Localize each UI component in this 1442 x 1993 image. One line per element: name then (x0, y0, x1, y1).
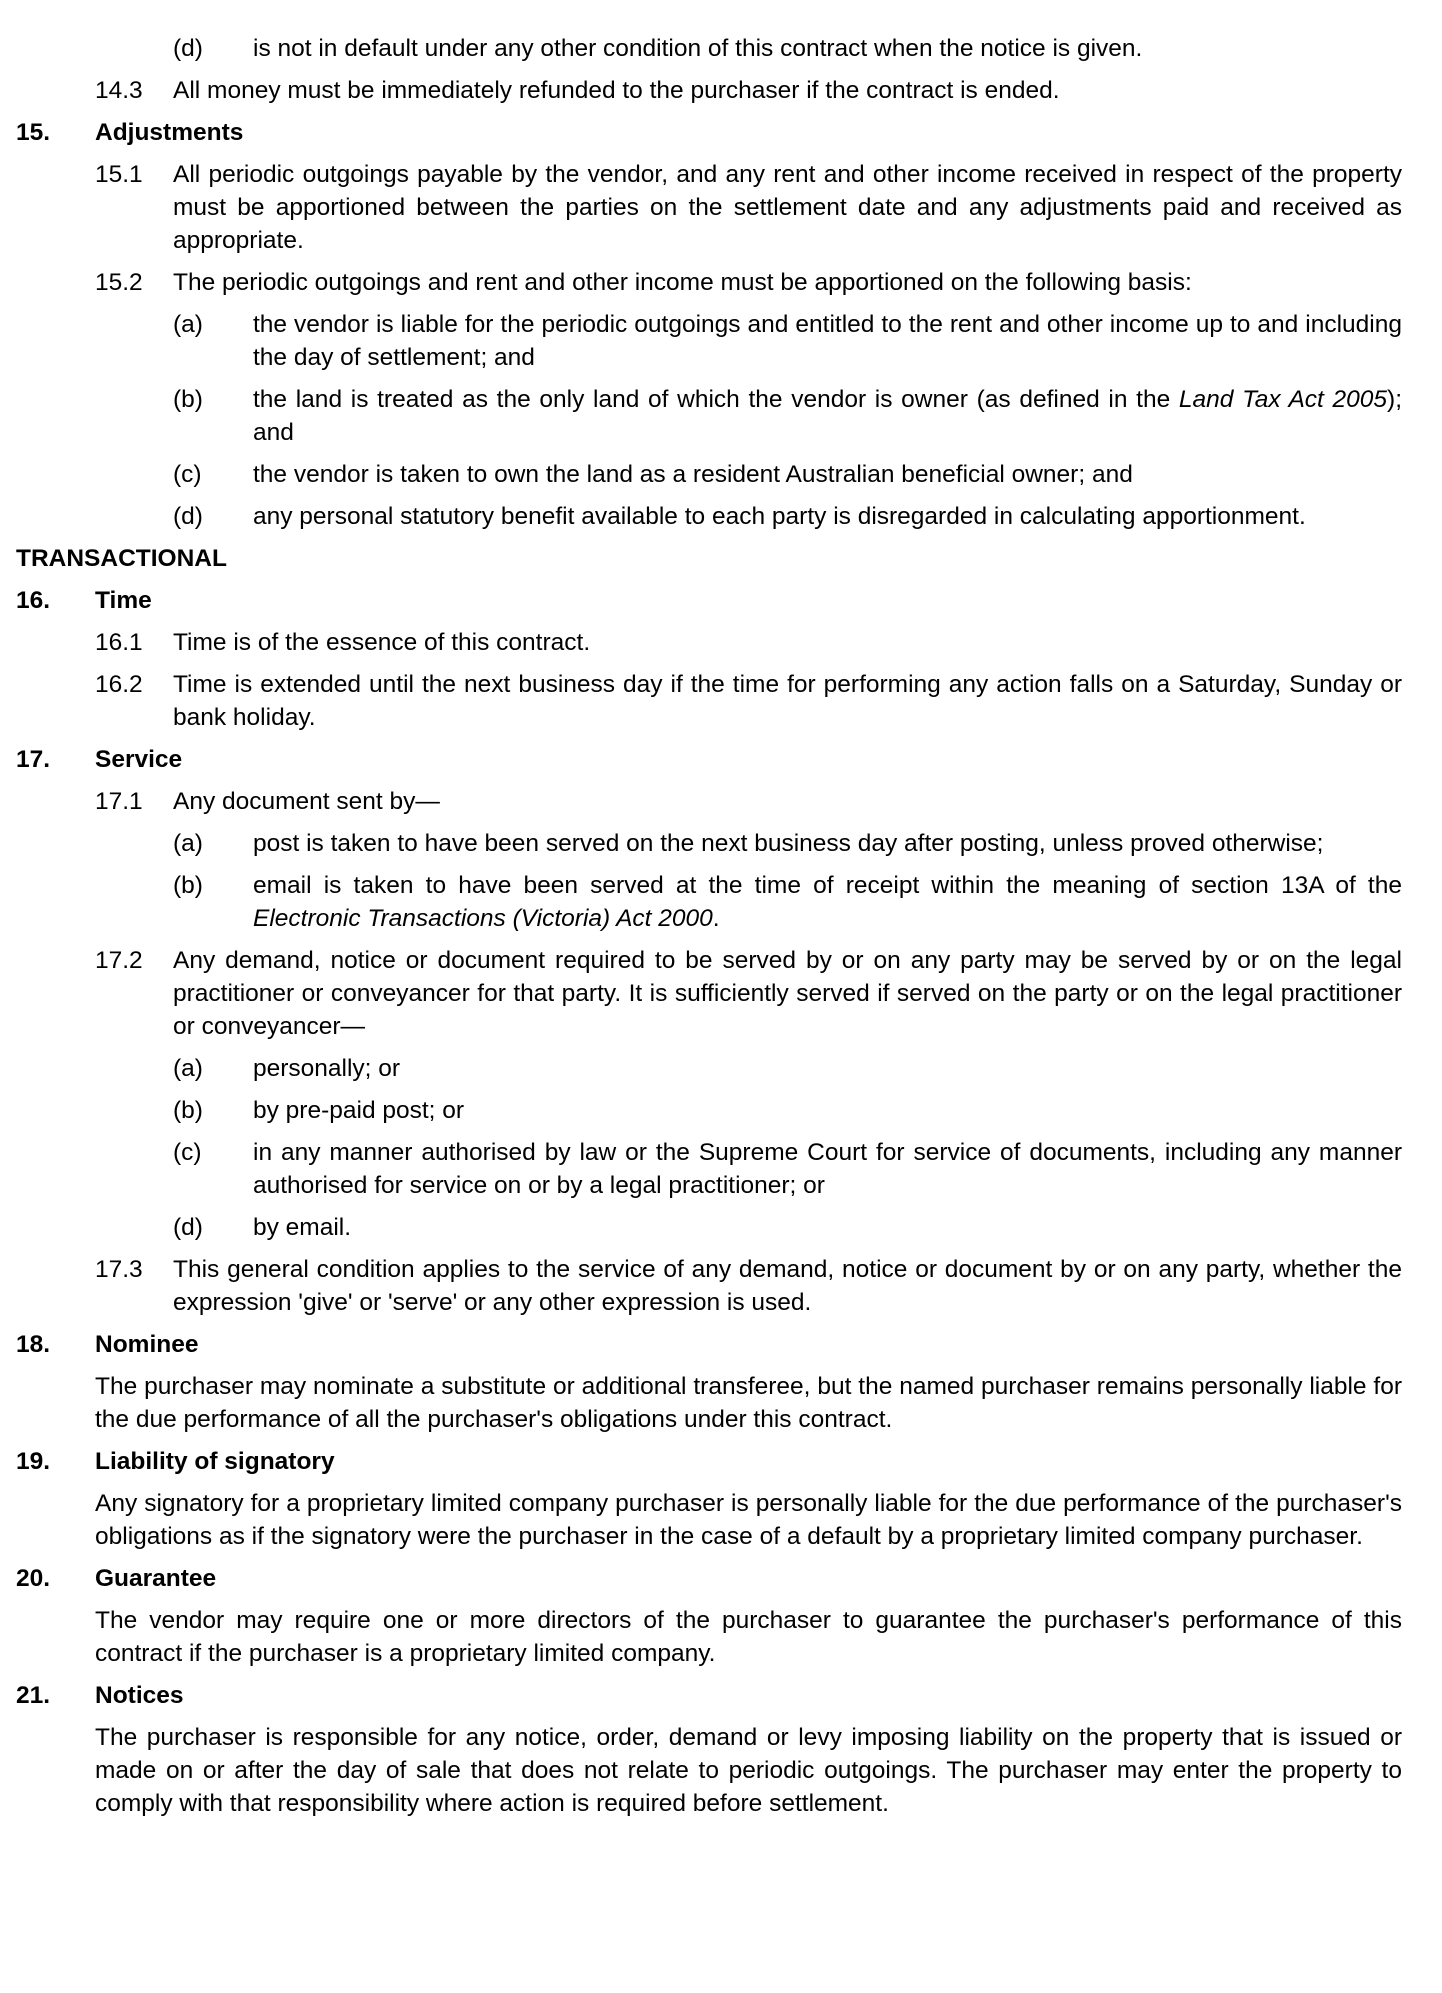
clause-number: (b) (173, 872, 203, 899)
clause-text: Time is of the essence of this contract. (173, 629, 591, 656)
clause-text: post is taken to have been served on the next business day after posting, unless proved otherwise; (253, 830, 1324, 857)
section-title: Notices (95, 1682, 184, 1709)
section-21-heading (16, 1679, 1402, 1712)
clause-number: (b) (173, 1097, 203, 1124)
clause-text (253, 383, 1402, 449)
clause-14-3 (16, 74, 1402, 107)
clause-16-1 (16, 626, 1402, 659)
clause-15-2-b (16, 383, 1402, 449)
section-number: 21. (16, 1682, 51, 1709)
clause-number: (b) (173, 386, 203, 413)
section-number: 18. (16, 1331, 51, 1358)
clause-number: (d) (173, 1214, 203, 1241)
section-title: Service (95, 746, 183, 773)
clause-15-2-a (16, 308, 1402, 374)
clause-17-1-b (16, 869, 1402, 935)
clause-number: 17.3 (95, 1256, 143, 1283)
clause-text: in any manner authorised by law or the Supreme Court for service of documents, including any manner authorised for service on or by a legal practitioner; or (253, 1139, 1402, 1199)
clause-text: Any demand, notice or document required to be served by or on any party may be served by or on the legal practitioner or conveyancer for that party. It is sufficiently served if served on the party or on the legal practitioner or conveyancer— (173, 947, 1402, 1040)
clause-number: 14.3 (95, 77, 143, 104)
section-title: Adjustments (95, 119, 244, 146)
clause-text: Any document sent by— (173, 788, 440, 815)
clause-text: The periodic outgoings and rent and other income must be apportioned on the following basis: (173, 269, 1192, 296)
act-title: Land Tax Act 2005 (1178, 386, 1388, 413)
clause-text: All money must be immediately refunded to the purchaser if the contract is ended. (173, 77, 1060, 104)
clause-text: the vendor is taken to own the land as a resident Australian beneficial owner; and (253, 461, 1133, 488)
clause-text-pre: the land is treated as the only land of which the vendor is owner (as defined in the (253, 386, 1179, 413)
clause-number: (a) (173, 311, 203, 338)
clause-text-post: . (712, 905, 720, 932)
section-title: Liability of signatory (95, 1448, 335, 1475)
clause-number: (a) (173, 830, 203, 857)
section-20-heading (16, 1562, 1402, 1595)
clause-text: All periodic outgoings payable by the vendor, and any rent and other income received in respect of the property must be apportioned between the parties on the settlement date and any adjustments paid and received as appropriate. (173, 161, 1402, 254)
clause-text: by pre-paid post; or (253, 1097, 465, 1124)
clause-text: by email. (253, 1214, 352, 1241)
section-number: 16. (16, 587, 51, 614)
clause-17-2-a (16, 1052, 1402, 1085)
section-number: 17. (16, 746, 51, 773)
section-title: Time (95, 587, 152, 614)
clause-17-2-c (16, 1136, 1402, 1202)
clause-text: any personal statutory benefit available to each party is disregarded in calculating apportionment. (253, 503, 1306, 530)
clause-text: personally; or (253, 1055, 401, 1082)
clause-text: is not in default under any other condition of this contract when the notice is given. (253, 35, 1143, 62)
clause-text (253, 869, 1402, 935)
clause-17-1 (16, 785, 1402, 818)
clause-17-2 (16, 944, 1402, 1043)
clause-17-2-b (16, 1094, 1402, 1127)
clause-16-2 (16, 668, 1402, 734)
clause-17-1-a (16, 827, 1402, 860)
clause-text-post: ); and (253, 386, 1403, 446)
clause-text: Time is extended until the next business day if the time for performing any action falls on a Saturday, Sunday or bank holiday. (173, 671, 1402, 731)
clause-number: 16.2 (95, 671, 143, 698)
clause-17-2-d (16, 1211, 1402, 1244)
clause-15-2 (16, 266, 1402, 299)
section-17-heading (16, 743, 1402, 776)
section-18-body: The purchaser may nominate a substitute or additional transferee, but the named purchaser remains personally liable for the due performance of all the purchaser's obligations under this contract. (95, 1373, 1402, 1433)
section-title: Nominee (95, 1331, 199, 1358)
section-18-heading (16, 1328, 1402, 1361)
clause-text: the vendor is liable for the periodic outgoings and entitled to the rent and other income up to and including the day of settlement; and (253, 311, 1402, 371)
clause-number: (c) (173, 1139, 202, 1166)
section-21-body: The purchaser is responsible for any notice, order, demand or levy imposing liability on the property that is issued or made on or after the day of sale that does not relate to periodic outgoings. The purchaser may enter the property to comply with that responsibility where action is required before settlement. (95, 1724, 1402, 1817)
clause-number: 17.2 (95, 947, 143, 974)
clause-15-2-c (16, 458, 1402, 491)
section-16-heading (16, 584, 1402, 617)
clause-number: (c) (173, 461, 202, 488)
clause-15-2-d (16, 500, 1402, 533)
section-19-heading (16, 1445, 1402, 1478)
clause-number: 17.1 (95, 788, 143, 815)
clause-number: 15.2 (95, 269, 143, 296)
clause-number: 16.1 (95, 629, 143, 656)
section-15-heading (16, 116, 1402, 149)
part-heading-transactional: TRANSACTIONAL (16, 545, 227, 572)
clause-number: (d) (173, 503, 203, 530)
section-title: Guarantee (95, 1565, 217, 1592)
section-19-body: Any signatory for a proprietary limited company purchaser is personally liable for the due performance of the purchaser's obligations as if the signatory were the purchaser in the case of a default by a proprietary limited company purchaser. (95, 1490, 1402, 1550)
section-number: 15. (16, 119, 51, 146)
clause-number: (a) (173, 1055, 203, 1082)
section-number: 20. (16, 1565, 51, 1592)
clause-text-pre: email is taken to have been served at the time of receipt within the meaning of section 13A of the (253, 872, 1402, 899)
clause-number: 15.1 (95, 161, 143, 188)
act-title: Electronic Transactions (Victoria) Act 2000 (253, 905, 713, 932)
clause-17-3 (16, 1253, 1402, 1319)
section-number: 19. (16, 1448, 51, 1475)
section-20-body: The vendor may require one or more directors of the purchaser to guarantee the purchaser's performance of this contract if the purchaser is a proprietary limited company. (95, 1607, 1402, 1667)
clause-15-1 (16, 158, 1402, 257)
clause-14-2-d (16, 32, 1402, 65)
clause-text: This general condition applies to the service of any demand, notice or document by or on any party, whether the expression 'give' or 'serve' or any other expression is used. (173, 1256, 1402, 1316)
clause-number: (d) (173, 35, 203, 62)
